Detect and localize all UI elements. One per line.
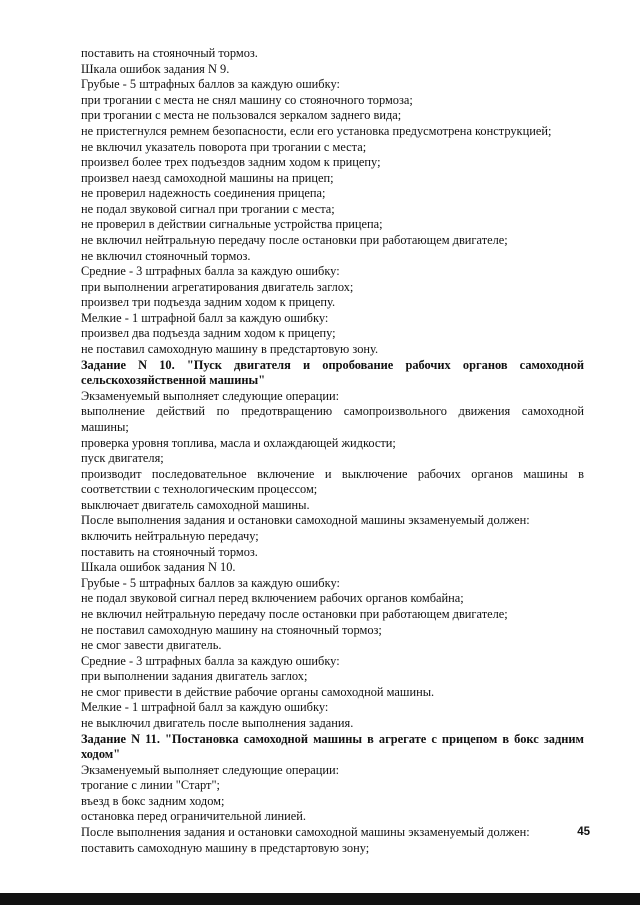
text-line: не включил стояночный тормоз.	[81, 248, 251, 263]
text-line: не поставил самоходную машину на стояночный тормоз;	[81, 622, 382, 637]
task-heading-line: Задание N 10. "Пуск двигателя и опробование рабочих органов самоходной	[81, 357, 584, 372]
text-line: производит последовательное включение и выключение рабочих органов машины в	[81, 466, 584, 481]
text-line: Грубые - 5 штрафных баллов за каждую ошибку:	[81, 77, 340, 92]
text-line: остановка перед ограничительной линией.	[81, 809, 306, 824]
text-line: После выполнения задания и остановки самоходной машины экзаменуемый должен:	[81, 513, 530, 528]
task-heading-line: ходом"	[81, 747, 121, 762]
text-line: не выключил двигатель после выполнения задания.	[81, 715, 354, 730]
text-line: Экзаменуемый выполняет следующие операции:	[81, 762, 340, 777]
text-line: не включил нейтральную передачу после остановки при работающем двигателе;	[81, 606, 508, 621]
scan-edge-bar	[0, 893, 640, 905]
text-line: выключает двигатель самоходной машины.	[81, 497, 310, 512]
task-heading-line: сельскохозяйственной машины"	[81, 373, 266, 388]
text-line: при выполнении задания двигатель заглох;	[81, 669, 308, 684]
text-line: не подал звуковой сигнал перед включением рабочих органов комбайна;	[81, 591, 464, 606]
text-line: не пристегнулся ремнем безопасности, если его установка предусмотрена конструкцией;	[81, 123, 552, 138]
task-heading-line: Задание N 11. "Постановка самоходной машины в агрегате с прицепом в бокс задним	[81, 731, 584, 746]
text-line: не включил указатель поворота при трогании с места;	[81, 139, 367, 154]
text-line: Средние - 3 штрафных балла за каждую ошибку:	[81, 653, 340, 668]
text-line: Шкала ошибок задания N 9.	[81, 61, 230, 76]
text-line: произвел три подъезда задним ходом к прицепу.	[81, 295, 336, 310]
text-line: не подал звуковой сигнал при трогании с места;	[81, 201, 335, 216]
text-line: не поставил самоходную машину в предстартовую зону.	[81, 342, 379, 356]
text-line: пуск двигателя;	[81, 451, 164, 466]
text-line: при трогании с места не снял машину со стояночного тормоза;	[81, 92, 413, 107]
text-line: не проверил надежность соединения прицепа;	[81, 186, 326, 201]
text-line: не смог завести двигатель.	[81, 638, 222, 652]
text-line: Шкала ошибок задания N 10.	[81, 560, 236, 575]
text-line: Экзаменуемый выполняет следующие операции:	[81, 388, 340, 403]
text-line: Мелкие - 1 штрафной балл за каждую ошибку:	[81, 700, 329, 715]
text-line: Грубые - 5 штрафных баллов за каждую ошибку:	[81, 575, 340, 590]
text-line: машины;	[81, 419, 129, 434]
text-line: соответствии с технологическим процессом;	[81, 482, 318, 497]
text-line: включить нейтральную передачу;	[81, 529, 259, 543]
text-line: выполнение действий по предотвращению самопроизвольного движения самоходной	[81, 404, 584, 419]
text-line: поставить на стояночный тормоз.	[81, 544, 258, 559]
text-line: не проверил в действии сигнальные устройства прицепа;	[81, 217, 383, 232]
text-line: произвел более трех подъездов задним ходом к прицепу;	[81, 155, 381, 170]
text-line: Мелкие - 1 штрафной балл за каждую ошибку:	[81, 310, 329, 325]
text-line: не включил нейтральную передачу после остановки при работающем двигателе;	[81, 233, 508, 247]
text-line: После выполнения задания и остановки самоходной машины экзаменуемый должен:	[81, 825, 530, 839]
text-line: трогание с линии "Старт";	[81, 778, 220, 793]
text-line: Средние - 3 штрафных балла за каждую ошибку:	[81, 264, 340, 279]
text-line: произвел наезд самоходной машины на прицеп;	[81, 170, 334, 185]
text-line: при выполнении агрегатирования двигатель заглох;	[81, 279, 354, 294]
page-number: 45	[577, 826, 590, 838]
text-line: поставить самоходную машину в предстартовую зону;	[81, 840, 370, 855]
text-line: въезд в бокс задним ходом;	[81, 793, 225, 808]
text-line: поставить на стояночный тормоз.	[81, 46, 258, 60]
text-line: при трогании с места не пользовался зеркалом заднего вида;	[81, 108, 402, 123]
text-line: произвел два подъезда задним ходом к прицепу;	[81, 326, 336, 341]
text-line: проверка уровня топлива, масла и охлаждающей жидкости;	[81, 435, 396, 450]
text-line: не смог привести в действие рабочие органы самоходной машины.	[81, 684, 435, 699]
